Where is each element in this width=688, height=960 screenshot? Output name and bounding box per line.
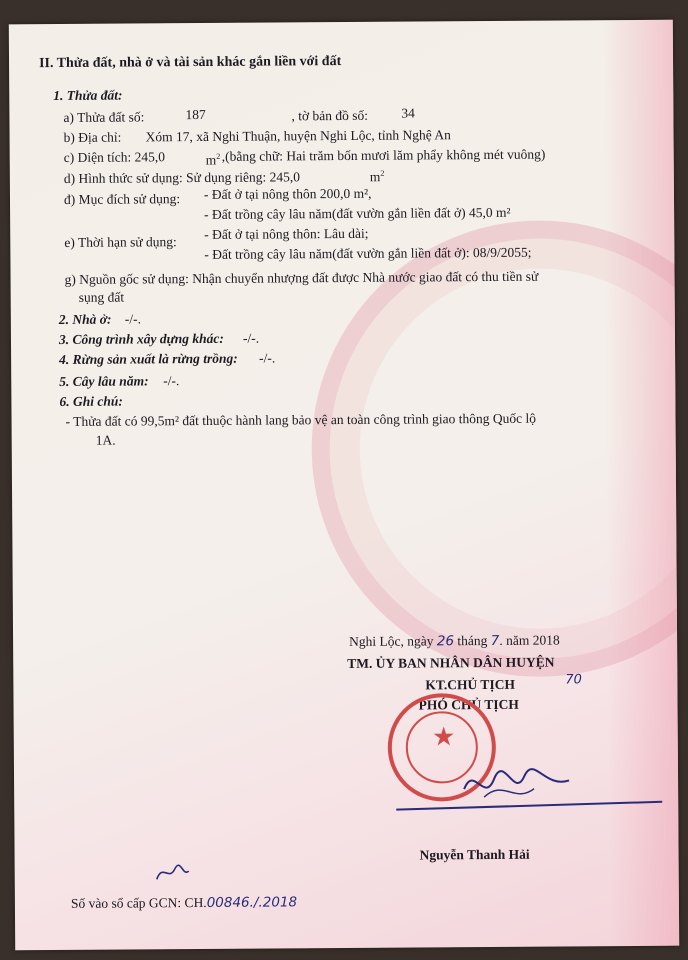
usage-purpose-line1: - Đất ở tại nông thôn 200,0 m², [203, 185, 372, 202]
map-sheet-value: 34 [401, 105, 415, 121]
signature-underline [394, 798, 664, 814]
house-value: -/-. [124, 311, 142, 327]
origin-line2: sụng đất [78, 289, 125, 305]
address-label: b) Địa chỉ: [63, 129, 122, 145]
forest-heading: 4. Rừng sản xuất là rừng trồng: [59, 350, 238, 367]
usage-purpose-label: đ) Mục đích sử dụng: [63, 191, 181, 207]
usage-term-line1: - Đất ở tại nông thôn: Lâu dài; [204, 225, 369, 242]
usage-term-label: e) Thời hạn sử dụng: [64, 234, 177, 250]
usage-form-label: d) Hình thức sử dụng: Sử dụng riêng: 245,0 [63, 169, 300, 186]
date-line: Nghi Lộc, ngày 26 tháng 7. năm 2018 [349, 632, 560, 650]
notes-heading: 6. Ghi chú: [59, 393, 123, 409]
parcel-number-value: 187 [185, 106, 206, 123]
seal-star-icon: ★ [432, 722, 456, 752]
usage-purpose-line2: - Đất trồng cây lâu năm(đất vườn gắn liền đất ở) 45,0 m² [204, 204, 511, 222]
origin-line1: g) Nguồn gốc sử dụng: Nhận chuyển nhượng đất được Nhà nước giao đất có thu tiền sử [64, 268, 539, 287]
area-in-words: ,(bằng chữ: Hai trăm bốn mươi lăm phẩy không mét vuông) [221, 146, 546, 164]
watermark-drum-ornament [310, 219, 679, 678]
parcel-number-label: a) Thửa đất số: [63, 109, 145, 125]
role-line1: KT.CHỦ TỊCH [425, 676, 515, 693]
issuing-organization: TM. ỦY BAN NHÂN DÂN HUYỆN [347, 654, 555, 671]
perennial-value: -/-. [163, 373, 180, 389]
land-heading: 1. Thửa đất: [53, 87, 123, 104]
usage-term-line2: - Đất trồng cây lâu năm(đất vườn gắn liền đất ở): 08/9/2055; [204, 244, 532, 262]
perennial-heading: 5. Cây lâu năm: [59, 373, 149, 389]
construction-heading: 3. Công trình xây dựng khác: [58, 330, 224, 347]
usage-form-unit: $m^2$ [369, 168, 385, 185]
registry-entry: Số vào sổ cấp GCN: CH.00846./.2018 [70, 894, 298, 911]
registry-number: 00846./.2018 [206, 894, 298, 911]
area-label: c) Diện tích: 245,0 [63, 149, 165, 165]
handwritten-day: 26 [436, 633, 455, 650]
construction-value: -/-. [242, 330, 260, 346]
role-line2: PHÓ CHỦ TỊCH [418, 696, 519, 713]
section-title: II. Thửa đất, nhà ở và tài sản khác gắn liền với đất [38, 54, 342, 72]
signer-name: Nguyễn Thanh Hải [419, 846, 530, 863]
handwritten-initial [153, 861, 193, 885]
note-line2: 1A. [95, 432, 116, 448]
handwritten-month: 7 [490, 632, 500, 649]
handwritten-mark: 70 [565, 672, 582, 688]
certificate-page [9, 20, 679, 951]
area-unit: $m^2$ [205, 151, 221, 168]
house-heading: 2. Nhà ở: [58, 311, 112, 327]
map-sheet-label: , tờ bản đồ số: [291, 107, 368, 124]
forest-value: -/-. [259, 350, 276, 366]
note-line1: - Thửa đất có 99,5m² đất thuộc hành lang bảo vệ an toàn công trình giao thông Quốc lộ [65, 410, 536, 429]
address-value: Xóm 17, xã Nghi Thuận, huyện Nghi Lộc, tỉnh Nghệ An [145, 127, 451, 145]
